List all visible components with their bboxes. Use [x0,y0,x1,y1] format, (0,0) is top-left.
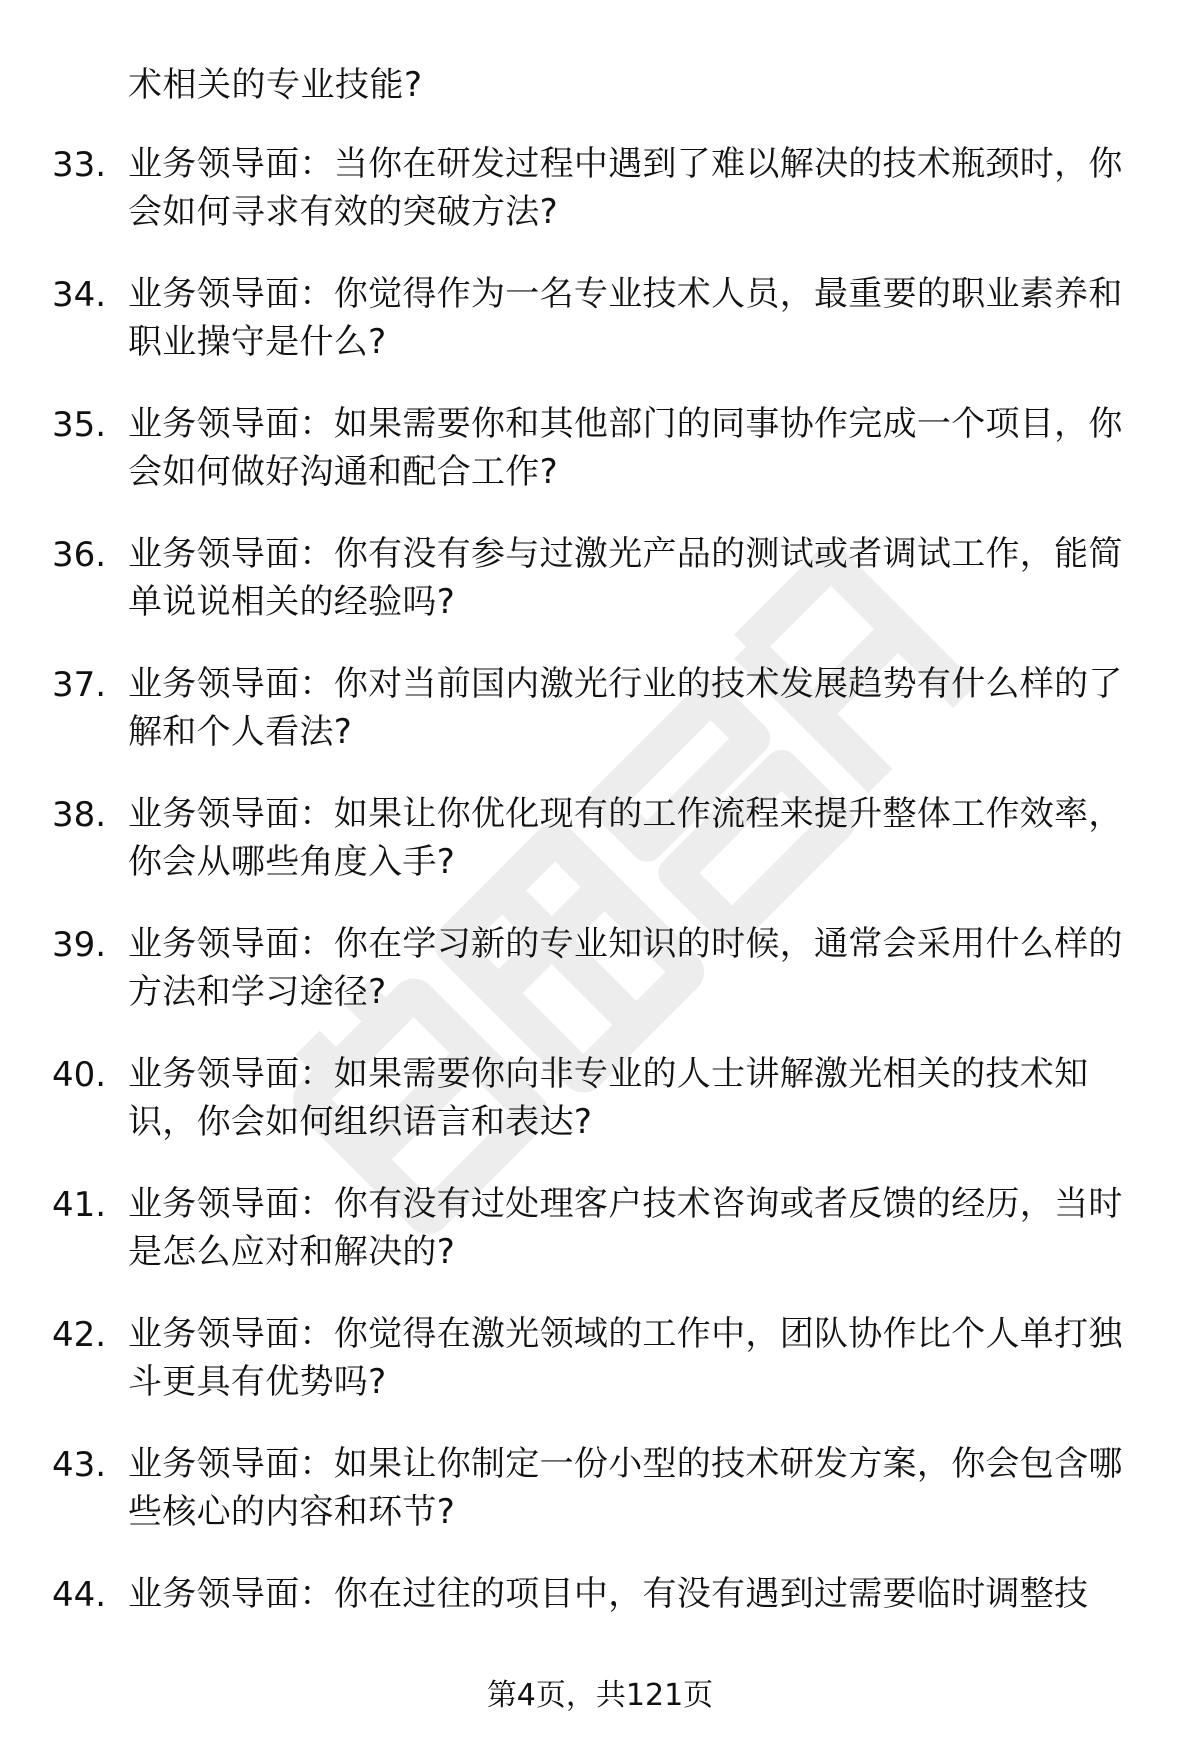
question-number: 38. [52,795,107,835]
question-text [128,1310,1138,1406]
question-item [0,270,1200,400]
question-item [0,1310,1200,1440]
question-text [128,140,1138,236]
question-prefix: 业务领导面： [128,664,334,704]
question-item [0,140,1200,270]
question-prefix: 业务领导面： [128,1054,334,1094]
question-text [128,1180,1138,1276]
question-item [0,1180,1200,1310]
question-text [128,1570,1138,1618]
question-number: 41. [52,1185,107,1225]
question-list [0,140,1200,1700]
question-body: 你对当前国内激光行业的技术发展趋势有什么样的了解和个人看法? [128,664,1123,752]
question-prefix: 业务领导面： [128,144,334,184]
question-prefix: 业务领导面： [128,1184,334,1224]
question-body: 你觉得在激光领域的工作中，团队协作比个人单打独斗更具有优势吗? [128,1314,1123,1402]
question-number: 40. [52,1055,107,1095]
question-body: 你有没有参与过激光产品的测试或者调试工作，能简单说说相关的经验吗? [128,534,1123,622]
question-prefix: 业务领导面： [128,274,334,314]
question-text [128,1440,1138,1536]
question-item [0,660,1200,790]
question-item [0,1050,1200,1180]
question-number: 36. [52,535,107,575]
question-prefix: 业务领导面： [128,404,334,444]
question-number: 33. [52,145,107,185]
question-prefix: 业务领导面： [128,794,334,834]
question-text [128,1050,1138,1146]
question-number: 35. [52,405,107,445]
question-text [128,270,1138,366]
question-item [0,530,1200,660]
question-body: 如果需要你和其他部门的同事协作完成一个项目，你会如何做好沟通和配合工作? [128,404,1123,492]
question-prefix: 业务领导面： [128,534,334,574]
question-number: 44. [52,1575,107,1615]
question-text [128,530,1138,626]
question-number: 34. [52,275,107,315]
question-number: 43. [52,1445,107,1485]
question-prefix: 业务领导面： [128,1574,334,1614]
question-body: 如果让你优化现有的工作流程来提升整体工作效率，你会从哪些角度入手? [128,794,1123,882]
question-body: 你在学习新的专业知识的时候，通常会采用什么样的方法和学习途径? [128,924,1123,1012]
question-body: 如果让你制定一份小型的技术研发方案，你会包含哪些核心的内容和环节? [128,1444,1123,1532]
question-body: 你有没有过处理客户技术咨询或者反馈的经历，当时是怎么应对和解决的? [128,1184,1123,1272]
question-item [0,920,1200,1050]
question-number: 37. [52,665,107,705]
question-body: 当你在研发过程中遇到了难以解决的技术瓶颈时，你会如何寻求有效的突破方法? [128,144,1123,232]
question-number: 39. [52,925,107,965]
question-body: 如果需要你向非专业的人士讲解激光相关的技术知识，你会如何组织语言和表达? [128,1054,1089,1142]
question-text [128,790,1138,886]
question-number: 42. [52,1315,107,1355]
question-body: 你在过往的项目中，有没有遇到过需要临时调整技 [333,1574,1089,1614]
question-text [128,660,1138,756]
question-text [128,920,1138,1016]
question-item [0,790,1200,920]
continuation-text: 术相关的专业技能? [128,65,423,105]
question-item [0,400,1200,530]
question-item [0,1440,1200,1570]
page-footer: 第4页，共121页 [486,1678,714,1713]
question-prefix: 业务领导面： [128,1314,334,1354]
question-prefix: 业务领导面： [128,924,334,964]
question-body: 你觉得作为一名专业技术人员，最重要的职业素养和职业操守是什么? [128,274,1123,362]
question-text [128,400,1138,496]
question-prefix: 业务领导面： [128,1444,334,1484]
